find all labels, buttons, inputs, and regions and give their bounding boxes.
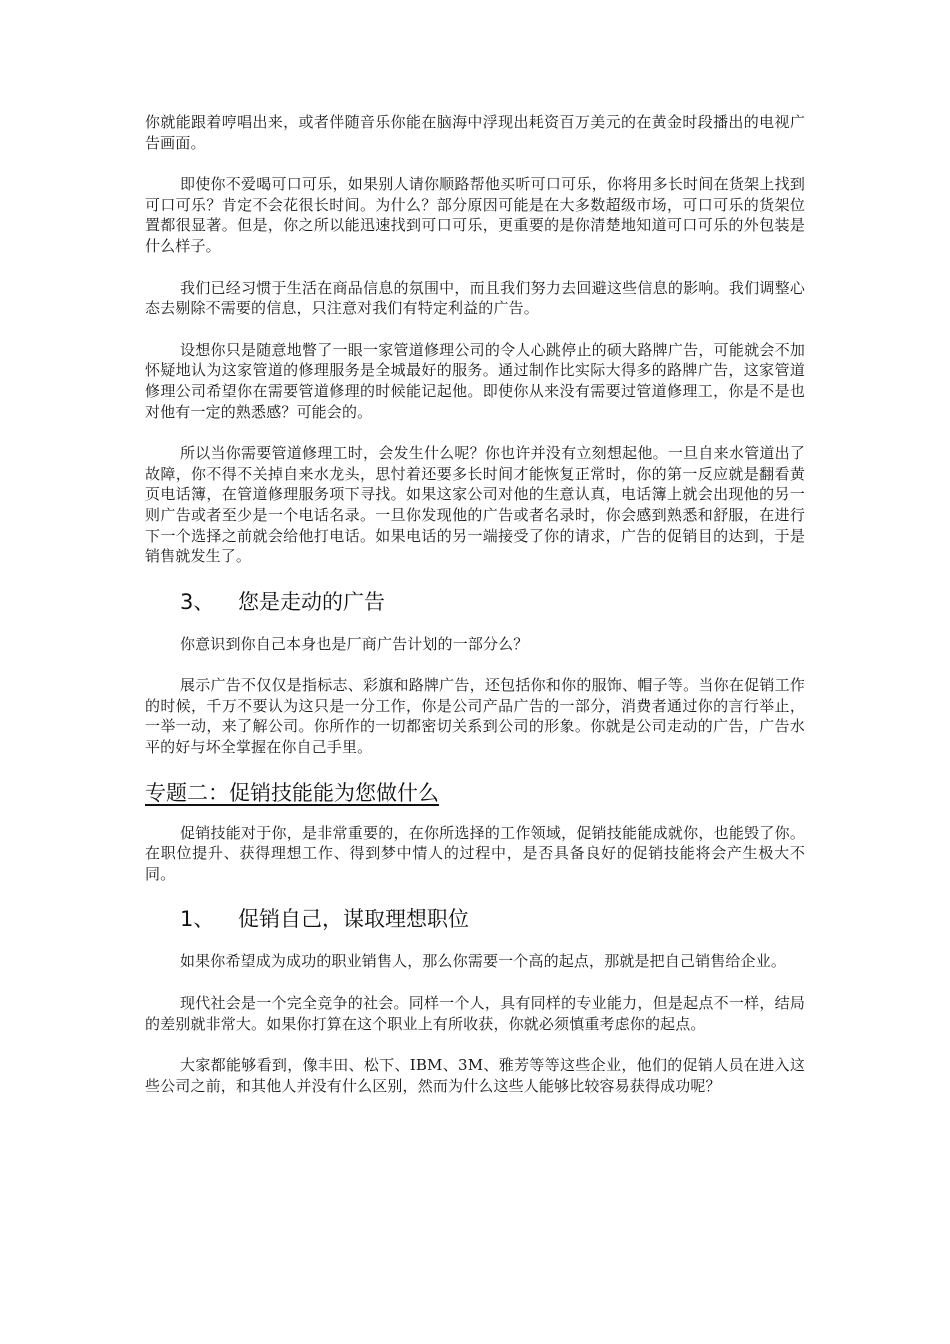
section-heading-promote-self	[145, 905, 805, 933]
paragraph-tv-ad: 你就能跟着哼唱出来，或者伴随音乐你能在脑海中浮现出耗资百万美元的在黄金时段播出的电视广告画面。	[145, 113, 805, 152]
section-title: 促销自己，谋取理想职位	[238, 907, 469, 932]
section-heading-walking-ad	[145, 588, 805, 616]
paragraph-companies: 大家都能够看到，像丰田、松下、IBM、3M、雅芳等等这些企业，他们的促销人员在进入这些公司之前，和其他人并没有什么区别，然而为什么这些人能够比较容易获得成功呢？	[145, 1056, 805, 1095]
topic-title: 专题二：促销技能能为您做什么	[145, 780, 439, 805]
document-page	[145, 112, 805, 1117]
paragraph-competition: 现代社会是一个完全竞争的社会。同样一个人，具有同样的专业能力，但是起点不一样，结局的差别就非常大。如果你打算在这个职业上有所收获，你就必须慎重考虑你的起点。	[145, 994, 805, 1033]
paragraph-skills-importance: 促销技能对于你，是非常重要的，在你所选择的工作领域，促销技能能成就你，也能毁了你。在职位提升、获得理想工作、得到梦中情人的过程中，是否具备良好的促销技能将会产生极大不同。	[145, 823, 805, 883]
section-number: 1、	[180, 907, 215, 932]
paragraph-billboard: 设想你只是随意地瞥了一眼一家管道修理公司的令人心跳停止的硕大路牌广告，可能就会不加怀疑地认为这家管道的修理服务是全城最好的服务。通过制作比实际大得多的路牌广告，这家管道修理公司希望你在需要管道修理的时候能记起他。即使你从来没有需要过管道修理工，你是不是也对他有一定的熟悉感？可能会的。	[145, 340, 805, 421]
topic-heading	[145, 779, 805, 807]
paragraph-sell-yourself: 如果你希望成为成功的职业销售人，那么你需要一个高的起点，那就是把自己销售给企业。	[180, 952, 787, 971]
paragraph-display-ad: 展示广告不仅仅是指标志、彩旗和路牌广告，还包括你和你的服饰、帽子等。当你在促销工作的时候，千万不要认为这只是一分工作，你是公司产品广告的一部分，消费者通过你的言行举止，一举一动，来了解公司。你所作的一切都密切关系到公司的形象。你就是公司走动的广告，广告水平的好与坏全掌握在你自己手里。	[145, 676, 805, 757]
section-title: 您是走动的广告	[238, 589, 385, 614]
paragraph-self-ad: 你意识到你自己本身也是厂商广告计划的一部分么？	[180, 634, 529, 653]
paragraph-info-atmosphere: 我们已经习惯于生活在商品信息的氛围中，而且我们努力去回避这些信息的影响。我们调整心态去剔除不需要的信息，只注意对我们有特定利益的广告。	[145, 278, 805, 318]
section-number: 3、	[180, 589, 215, 614]
paragraph-yellow-pages: 所以当你需要管道修理工时，会发生什么呢？你也许并没有立刻想起他。一旦自来水管道出了故障，你不得不关掉自来水龙头，思忖着还要多长时间才能恢复正常时，你的第一反应就是翻看黄页电话簿，在管道修理服务项下寻找。如果这家公司对他的生意认真，电话簿上就会出现他的另一则广告或者至少是一个电话名录。一旦你发现他的广告或者名录时，你会感到熟悉和舒服，在进行下一个选择之前就会给他打电话。如果电话的另一端接受了你的请求，广告的促销目的达到，于是销售就发生了。	[145, 444, 805, 566]
paragraph-coca-cola: 即使你不爱喝可口可乐，如果别人请你顺路帮他买听可口可乐，你将用多长时间在货架上找到可口可乐？肯定不会花很长时间。为什么？部分原因可能是在大多数超级市场，可口可乐的货架位置都很显著。但是，你之所以能迅速找到可口可乐，更重要的是你清楚地知道可口可乐的外包装是什么样子。	[145, 175, 805, 255]
